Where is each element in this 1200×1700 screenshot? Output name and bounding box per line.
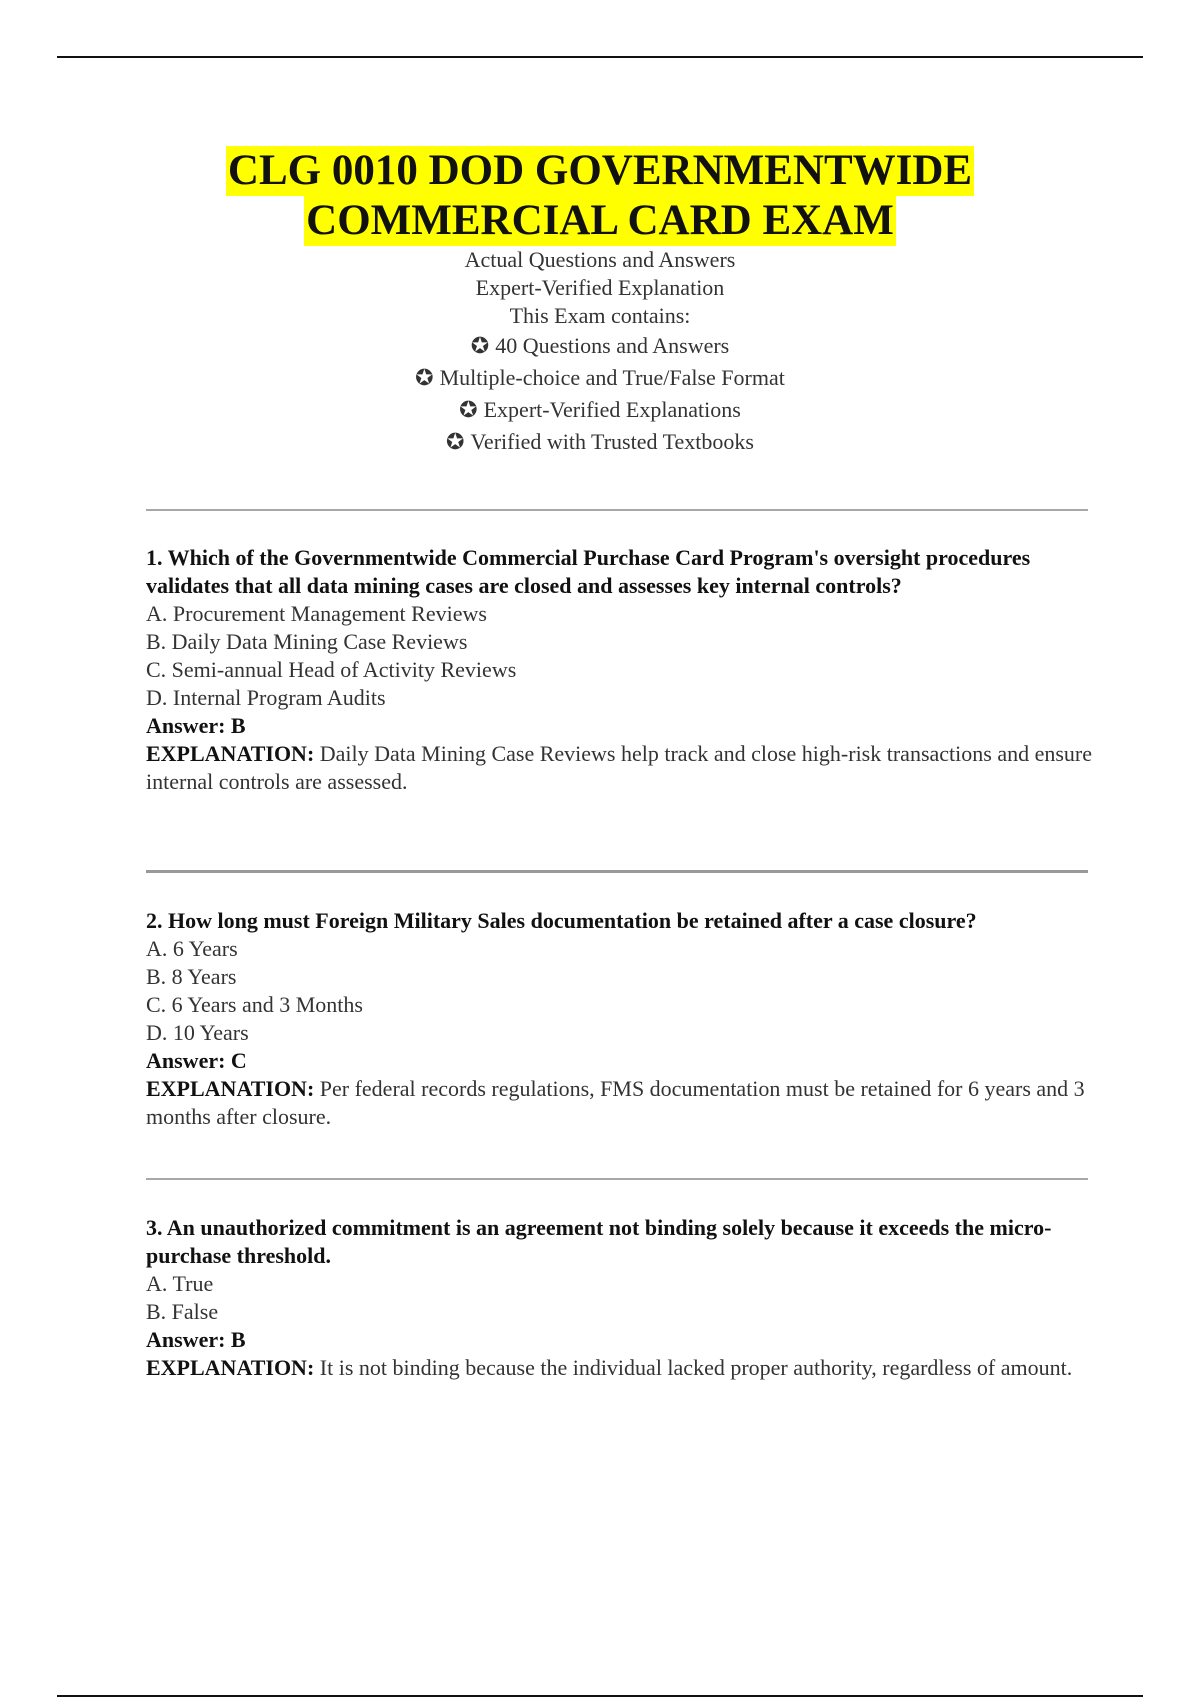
question-2 — [146, 907, 1096, 1131]
subtitle-actual-questions: Actual Questions and Answers — [464, 247, 736, 272]
exam-title-line-1: CLG 0010 DOD GOVERNMENTWIDE — [227, 147, 973, 194]
section-divider — [146, 870, 1088, 873]
exam-title-line-2: COMMERCIAL CARD EXAM — [306, 197, 894, 244]
feature-bullet-text: Verified with Trusted Textbooks — [470, 429, 754, 454]
page-top-rule — [57, 56, 1143, 58]
question-3 — [146, 1214, 1096, 1382]
explanation — [146, 1354, 1096, 1382]
explanation-label: EXPLANATION: — [146, 741, 315, 766]
star-bullet-icon: ✪ — [459, 397, 478, 422]
answer-option: B. False — [146, 1299, 219, 1324]
star-bullet-icon: ✪ — [415, 365, 434, 390]
star-bullet-icon: ✪ — [446, 429, 465, 454]
answer-option: C. 6 Years and 3 Months — [146, 992, 363, 1017]
answer-option: C. Semi-annual Head of Activity Reviews — [146, 657, 517, 682]
explanation-text: It is not binding because the individual lacked proper authority, regardless of amount. — [319, 1355, 1073, 1380]
correct-answer: Answer: B — [146, 713, 246, 738]
question-text: 2. How long must Foreign Military Sales documentation be retained after a case closure? — [146, 908, 977, 933]
feature-bullet — [0, 426, 1200, 458]
exam-header — [0, 146, 1200, 458]
question-text: 1. Which of the Governmentwide Commercial Purchase Card Program's oversight procedures validates that all data mining cases are closed and assesses key internal controls? — [146, 545, 1031, 598]
answer-option: A. True — [146, 1271, 214, 1296]
page-bottom-rule — [57, 1695, 1143, 1697]
correct-answer: Answer: C — [146, 1048, 247, 1073]
feature-bullet-text: 40 Questions and Answers — [495, 333, 730, 358]
answer-option: A. 6 Years — [146, 936, 238, 961]
answer-option: A. Procurement Management Reviews — [146, 601, 487, 626]
subtitle-exam-contains: This Exam contains: — [509, 303, 691, 328]
explanation-label: EXPLANATION: — [146, 1076, 315, 1101]
answer-option: B. Daily Data Mining Case Reviews — [146, 629, 468, 654]
feature-bullet-text: Multiple-choice and True/False Format — [439, 365, 785, 390]
section-divider — [146, 509, 1088, 511]
subtitle-expert-verified: Expert-Verified Explanation — [475, 275, 725, 300]
explanation-label: EXPLANATION: — [146, 1355, 315, 1380]
explanation-text: Per federal records regulations, FMS documentation must be retained for 6 years and 3 months after closure. — [146, 1076, 1085, 1129]
answer-option: D. 10 Years — [146, 1020, 249, 1045]
explanation-text: Daily Data Mining Case Reviews help track and close high-risk transactions and ensure internal controls are assessed. — [146, 741, 1092, 794]
explanation — [146, 1075, 1096, 1131]
star-bullet-icon: ✪ — [470, 333, 490, 358]
section-divider — [146, 1178, 1088, 1180]
answer-option: D. Internal Program Audits — [146, 685, 386, 710]
question-1 — [146, 544, 1096, 796]
explanation — [146, 740, 1096, 796]
feature-bullet — [0, 394, 1200, 426]
question-text: 3. An unauthorized commitment is an agreement not binding solely because it exceeds the micro-purchase threshold. — [146, 1215, 1052, 1268]
feature-bullet-text: Expert-Verified Explanations — [483, 397, 741, 422]
correct-answer: Answer: B — [146, 1327, 246, 1352]
feature-bullet — [0, 362, 1200, 394]
feature-bullet — [0, 330, 1200, 362]
answer-option: B. 8 Years — [146, 964, 237, 989]
